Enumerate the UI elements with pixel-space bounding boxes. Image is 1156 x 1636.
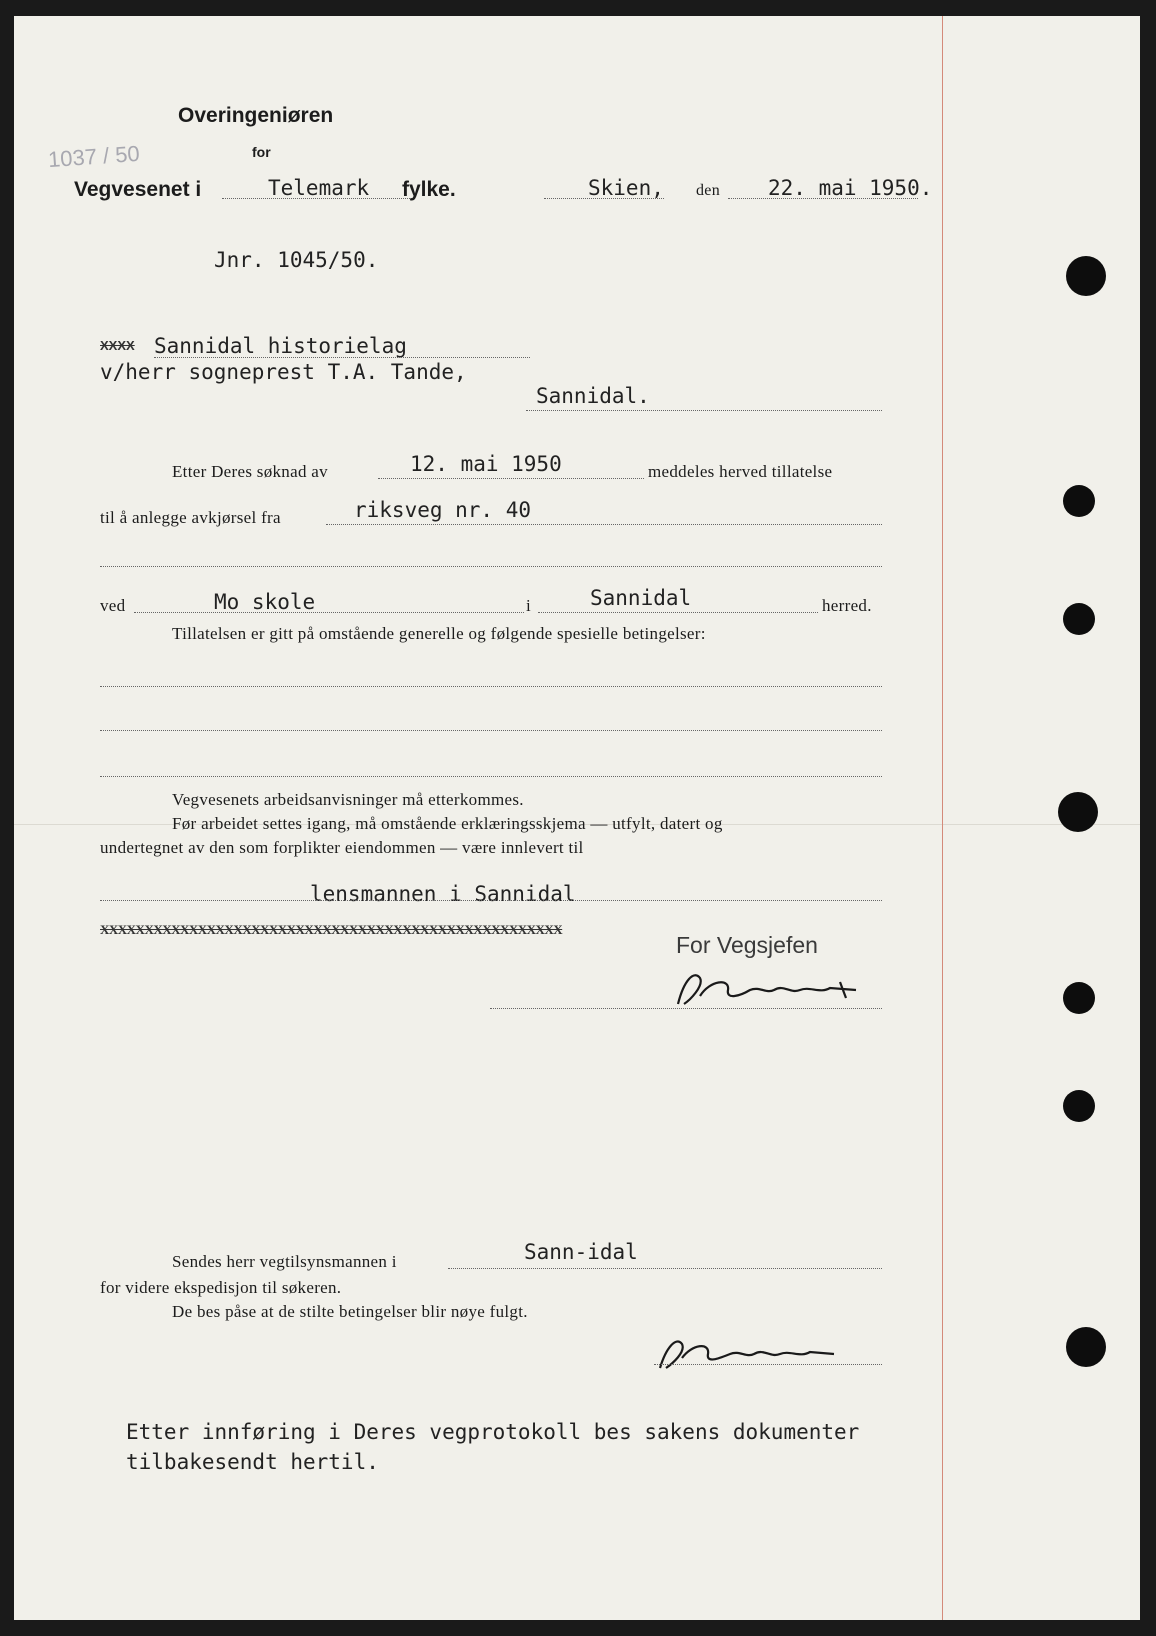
address-line3: Sannidal. xyxy=(536,384,650,408)
intro-suffix: meddeles herved tillatelse xyxy=(648,462,833,481)
road-value: riksveg nr. 40 xyxy=(354,498,532,522)
signature-rule xyxy=(490,1008,882,1009)
signature-image xyxy=(654,1328,854,1378)
letterhead-office: Overingeniøren xyxy=(178,104,334,127)
instructions-line3: undertegnet av den som forplikter eiendommen — være innlevert til xyxy=(100,838,584,857)
signature-rule xyxy=(654,1364,882,1365)
address-line3-rule xyxy=(526,410,882,411)
forward-line3: De bes påse at de stilte betingelser blir nøye fulgt. xyxy=(172,1302,528,1321)
application-date-rule xyxy=(378,478,644,479)
condition-rule xyxy=(100,730,882,731)
municipality-value: Sannidal xyxy=(590,586,692,610)
instructions-line2: Før arbeidet settes igang, må omstående erklæringsskjema — utfylt, datert og xyxy=(172,814,723,833)
letterhead-agency-prefix: Vegvesenet i xyxy=(74,178,202,201)
forward-line1-label: Sendes herr vegtilsynsmannen i xyxy=(172,1252,397,1271)
county-value: Telemark xyxy=(268,176,370,200)
municipality-rule xyxy=(538,612,818,613)
ved-label: ved xyxy=(100,596,126,615)
date-place: Skien, xyxy=(588,176,664,200)
punch-hole xyxy=(1063,603,1095,635)
date-den-label: den xyxy=(696,182,721,199)
document-page xyxy=(14,16,1140,1620)
signature-image xyxy=(670,960,870,1020)
punch-hole xyxy=(1066,256,1106,296)
letterhead-for: for xyxy=(252,144,271,160)
road-rule xyxy=(326,524,882,525)
punch-hole xyxy=(1063,485,1095,517)
avkjorsel-label: til å anlegge avkjørsel fra xyxy=(100,508,281,527)
struck-prefix: XXXX xyxy=(100,338,135,353)
date-value: 22. mai 1950. xyxy=(768,176,933,200)
punch-hole xyxy=(1063,982,1095,1014)
instructions-line1: Vegvesenets arbeidsanvisninger må etterkommes. xyxy=(172,790,524,809)
forward-line1-value: Sann-idal xyxy=(524,1240,638,1264)
i-label: i xyxy=(526,596,532,615)
address-line2: v/herr sogneprest T.A. Tande, xyxy=(100,360,467,384)
punch-hole xyxy=(1066,1327,1106,1367)
intro-label: Etter Deres søknad av xyxy=(172,462,328,481)
forward-line1-rule xyxy=(448,1268,882,1269)
location-value: Mo skole xyxy=(214,590,316,614)
herred-label: herred. xyxy=(822,596,872,615)
footer-note-line1: Etter innføring i Deres vegprotokoll bes sakens dokumenter xyxy=(126,1420,860,1444)
address-line1: Sannidal historielag xyxy=(154,334,407,358)
struck-line: XXXXXXXXXXXXXXXXXXXXXXXXXXXXXXXXXXXXXXXXXXXXXXXXXXXX xyxy=(100,922,563,937)
address-line1-rule xyxy=(154,357,530,358)
marginal-note: 1037 / 50 xyxy=(47,140,141,173)
letterhead-agency-suffix: fylke. xyxy=(402,178,456,201)
condition-rule xyxy=(100,686,882,687)
blank-rule xyxy=(100,566,882,567)
journal-number: Jnr. 1045/50. xyxy=(214,248,379,272)
deliver-to-value: lensmannen i Sannidal xyxy=(310,882,576,906)
punch-hole xyxy=(1063,1090,1095,1122)
condition-rule xyxy=(100,776,882,777)
deliver-to-rule xyxy=(100,900,882,901)
location-rule xyxy=(134,612,524,613)
margin-rule xyxy=(942,16,943,1620)
conditions-label: Tillatelsen er gitt på omstående generelle og følgende spesielle betingelser: xyxy=(172,624,706,643)
signature-stamp: For Vegsjefen xyxy=(676,932,818,958)
application-date: 12. mai 1950 xyxy=(410,452,562,476)
forward-line2: for videre ekspedisjon til søkeren. xyxy=(100,1278,342,1297)
punch-hole xyxy=(1058,792,1098,832)
footer-note-line2: tilbakesendt hertil. xyxy=(126,1450,379,1474)
